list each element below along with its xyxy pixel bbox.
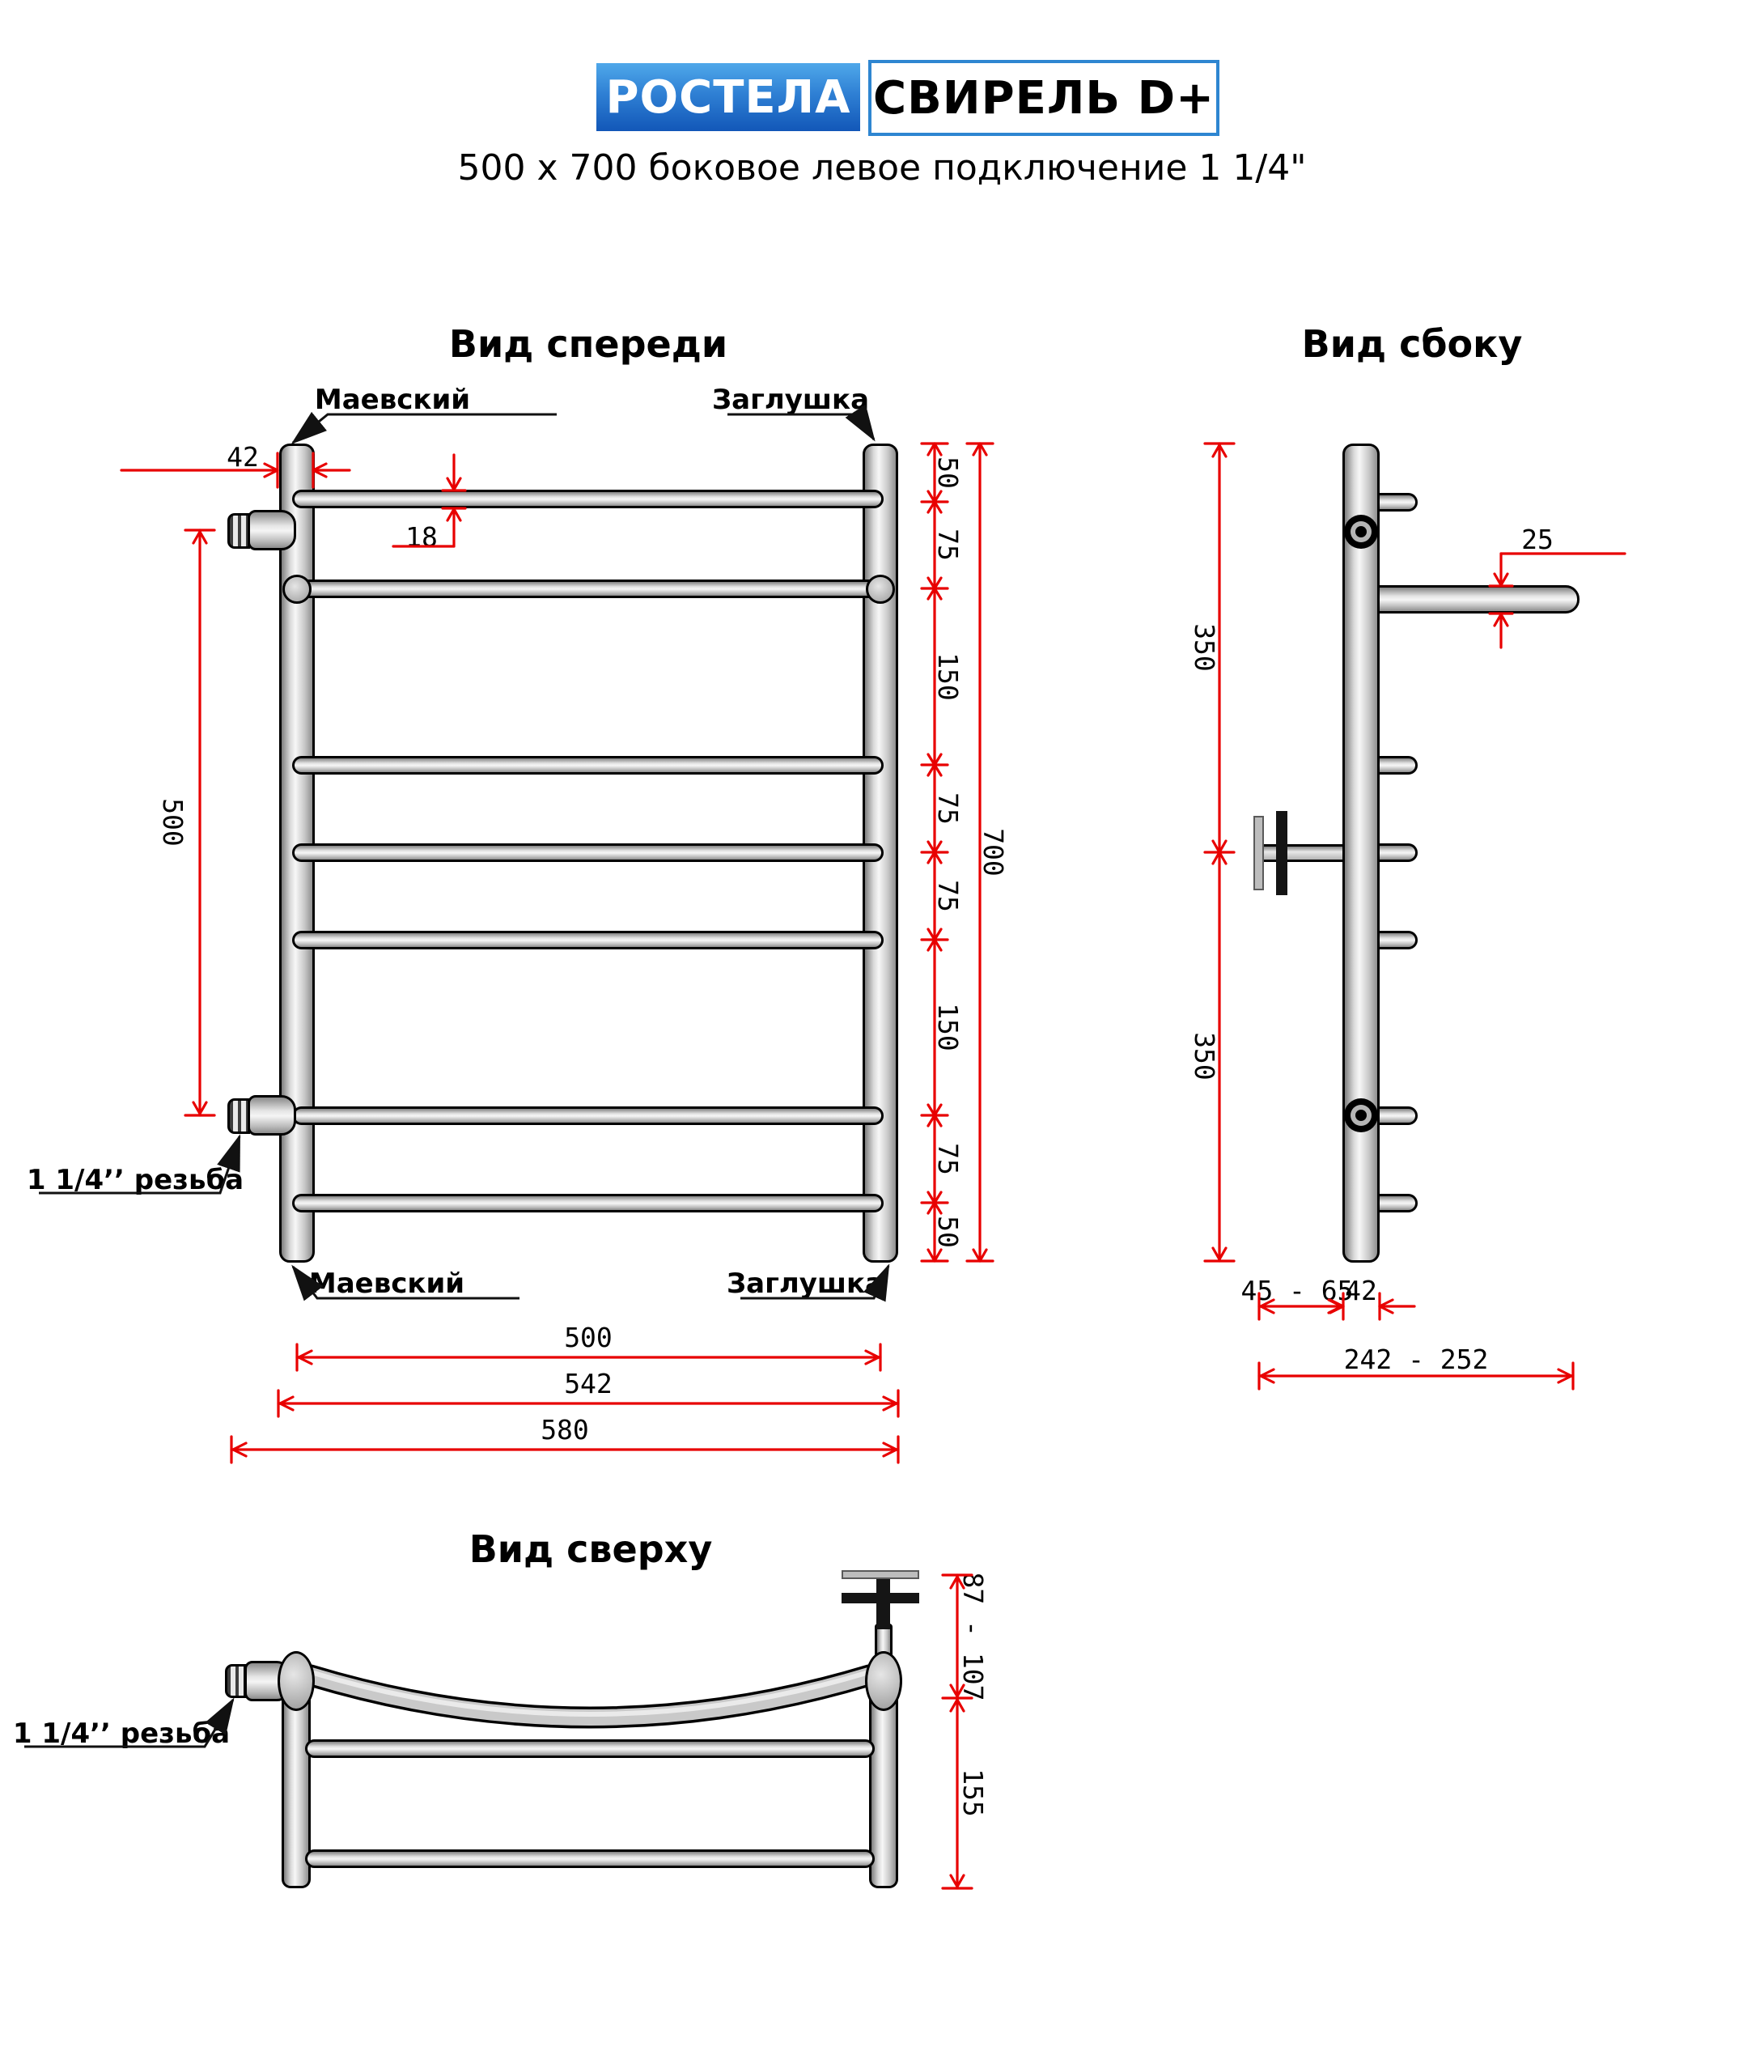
side-bracket-plate	[1276, 811, 1287, 895]
front-bottom-fitting-thread	[227, 1098, 250, 1134]
front-bottom-fitting-body	[248, 1095, 296, 1136]
side-rung-stub-5	[1376, 931, 1418, 949]
dim-side-collector: 42	[1345, 1275, 1377, 1306]
dim-chain-4: 75	[932, 792, 965, 825]
side-rung-stub-6	[1376, 1106, 1418, 1125]
label-air-valve-top: Маевский	[314, 384, 471, 416]
dim-axle-width: 500	[564, 1322, 613, 1353]
top-shelf-bar-1	[305, 1739, 875, 1758]
dim-rung-thickness: 18	[405, 521, 438, 553]
front-rung-6	[292, 1106, 884, 1125]
side-wall-plate	[1253, 816, 1264, 890]
top-shelf-bar-2	[305, 1849, 875, 1868]
dim-chain-7: 75	[932, 1143, 965, 1175]
front-rung-2	[292, 580, 884, 598]
top-bracket-cross	[842, 1593, 919, 1603]
dim-wall-offset: 45 - 65	[1240, 1275, 1354, 1306]
dim-chain-2: 75	[932, 529, 965, 561]
top-left-collector-section	[278, 1651, 315, 1711]
top-fitting-thread	[225, 1664, 246, 1698]
label-plug-top: Заглушка	[711, 384, 870, 416]
front-curved-rung-left-flange	[282, 575, 312, 604]
front-view-title: Вид спереди	[448, 322, 728, 366]
side-view-title: Вид сбоку	[1301, 322, 1523, 366]
side-bottom-connection-hole-core	[1355, 1110, 1367, 1121]
dim-chain-5: 75	[932, 880, 965, 912]
drawing-subtitle: 500 x 700 боковое левое подключение 1 1/4"	[457, 147, 1307, 189]
front-top-fitting-thread	[227, 513, 250, 549]
dim-shelf-thickness: 25	[1521, 524, 1554, 555]
dim-shelf-depth: 155	[957, 1768, 990, 1817]
side-rung-stub-1	[1376, 493, 1418, 512]
top-wall-plate	[842, 1570, 919, 1579]
label-plug-bottom: Заглушка	[726, 1267, 884, 1300]
dim-lower-half: 350	[1189, 1032, 1221, 1081]
side-top-connection-hole-core	[1355, 526, 1367, 537]
dim-outer-width: 542	[564, 1368, 613, 1399]
front-rung-7	[292, 1194, 884, 1212]
top-view-title: Вид сверху	[469, 1527, 713, 1571]
label-thread-top-view: 1 1/4’’ резьба	[12, 1717, 231, 1750]
side-collector	[1342, 444, 1380, 1263]
dim-total-depth: 242 - 252	[1343, 1344, 1489, 1375]
side-rung-stub-3	[1376, 756, 1418, 775]
side-rung-stub-7	[1376, 1194, 1418, 1212]
front-rung-3	[292, 756, 884, 775]
brand-logo: РОСТЕЛА	[596, 63, 860, 131]
front-curved-rung-right-flange	[866, 575, 895, 604]
dim-chain-1: 50	[932, 456, 965, 489]
label-air-valve-bottom: Маевский	[308, 1267, 465, 1300]
dim-chain-3: 150	[932, 652, 965, 701]
dim-chain-6: 150	[932, 1003, 965, 1051]
side-wall-bracket-arm	[1261, 844, 1345, 862]
model-logo: СВИРЕЛЬ D+	[868, 60, 1219, 136]
front-top-fitting-body	[248, 510, 296, 550]
dim-collector-width: 42	[227, 441, 259, 473]
side-rung-stub-4	[1376, 843, 1418, 862]
dim-total-height: 700	[977, 828, 1010, 877]
top-bracket-stem-dark	[876, 1579, 890, 1629]
front-rung-1	[292, 490, 884, 508]
dim-wall-to-front: 87 - 107	[957, 1572, 990, 1701]
top-right-collector-section	[865, 1651, 902, 1711]
front-rung-4	[292, 843, 884, 862]
front-rung-5	[292, 931, 884, 949]
dim-full-width: 580	[541, 1414, 589, 1446]
dim-upper-half: 350	[1189, 623, 1221, 672]
label-thread-front: 1 1/4’’ резьба	[26, 1164, 244, 1196]
side-shelf-arm	[1359, 585, 1580, 614]
dim-connection-spacing: 500	[157, 798, 189, 847]
dim-chain-8: 50	[932, 1216, 965, 1248]
